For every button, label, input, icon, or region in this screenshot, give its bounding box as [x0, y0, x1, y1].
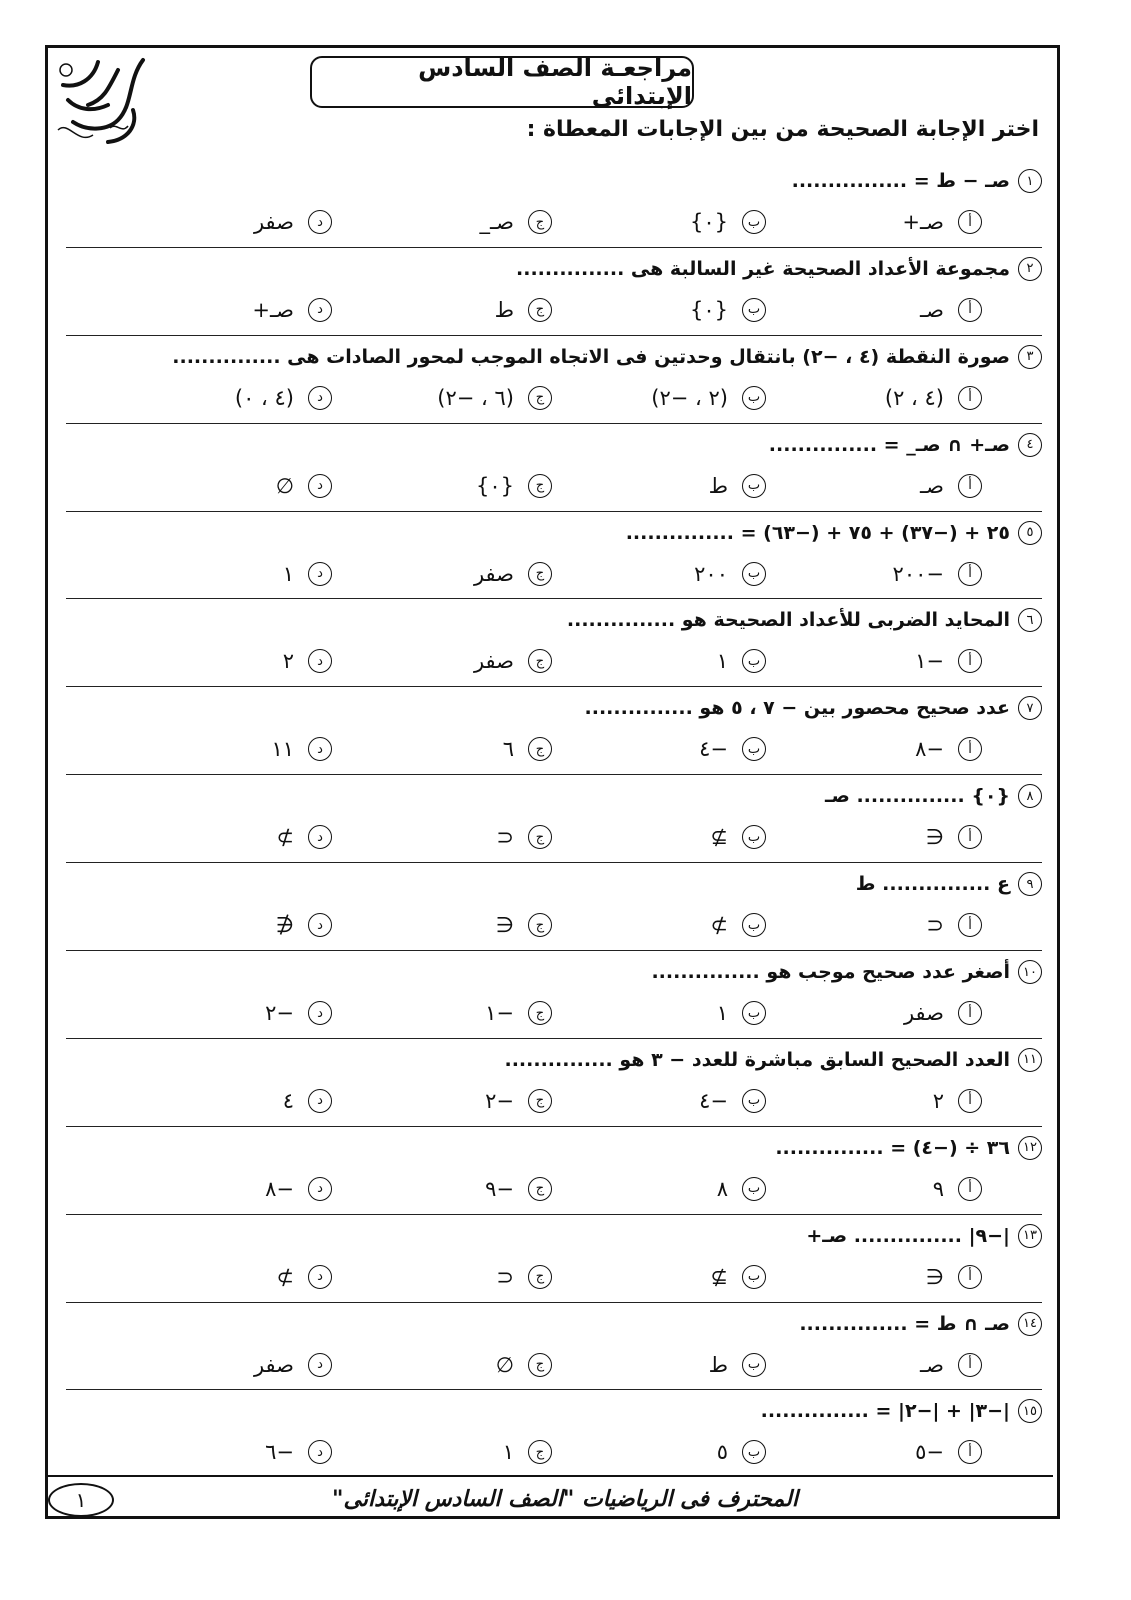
choice-text: صـ_ [479, 210, 514, 234]
question-number: ١١ [1018, 1048, 1042, 1072]
choice-letter: أ [958, 474, 982, 498]
choice-d[interactable] [132, 1347, 332, 1383]
choice-c[interactable] [352, 1083, 552, 1119]
choice-letter: ج [528, 913, 552, 937]
choice-text: ١ [716, 1001, 728, 1026]
choice-b[interactable] [566, 643, 766, 679]
choice-d[interactable] [132, 819, 332, 855]
page-number: ١ [48, 1483, 114, 1517]
choice-text: ١١ [271, 737, 294, 762]
question-text: ٢٥ + (−٣٧) + ٧٥ + (−٦٣) = ............... [625, 521, 1010, 544]
choice-a[interactable] [782, 380, 982, 416]
choice-letter: ب [742, 1353, 766, 1377]
choice-letter: ج [528, 649, 552, 673]
choice-b[interactable] [566, 819, 766, 855]
choice-text: −٤ [699, 737, 728, 762]
choice-text: صـ+ [252, 297, 294, 322]
choice-text: صفر [473, 649, 514, 674]
choice-a[interactable] [782, 292, 982, 328]
choice-c[interactable] [352, 643, 552, 679]
choice-text: −٨ [265, 1176, 294, 1201]
choice-c[interactable] [352, 1434, 552, 1470]
choice-text: −١ [485, 1001, 514, 1026]
choice-text: صفر [253, 1352, 294, 1377]
choice-d[interactable] [132, 1434, 332, 1470]
choice-letter: ب [742, 1177, 766, 1201]
question-text: مجموعة الأعداد الصحيحة غير السالبة هى ............... [516, 257, 1010, 280]
choice-d[interactable] [132, 1083, 332, 1119]
choice-b[interactable] [566, 1259, 766, 1295]
choice-d[interactable] [132, 995, 332, 1031]
choice-b[interactable] [566, 380, 766, 416]
choice-d[interactable] [132, 204, 332, 240]
choice-text: ∅ [495, 1352, 514, 1377]
choice-letter: أ [958, 1089, 982, 1113]
question-1 [66, 160, 1042, 248]
choice-c[interactable] [352, 995, 552, 1031]
choice-letter: ج [528, 825, 552, 849]
choice-c[interactable] [352, 556, 552, 592]
choice-text: (٦ ، −٢) [437, 385, 514, 410]
choice-text: (٤ ، ٢) [884, 385, 944, 410]
choice-letter: ب [742, 386, 766, 410]
choice-text: ∅ [275, 473, 294, 498]
choice-text: ط [708, 1352, 728, 1377]
choice-letter: ب [742, 474, 766, 498]
question-text: |−٩| ............... صـ+ [806, 1224, 1010, 1247]
choice-letter: د [308, 1001, 332, 1025]
choice-text: ٥ [716, 1440, 728, 1465]
footer-text: المحترف فى الرياضيات "الصف السادس الإبتدائى" [332, 1486, 798, 1512]
choice-letter: د [308, 210, 332, 234]
choice-b[interactable] [566, 468, 766, 504]
choice-text: −٤ [699, 1088, 728, 1113]
choice-text: ∉ [275, 913, 294, 938]
question-text: صـ − ط = ................ [791, 170, 1010, 192]
choice-b[interactable] [566, 1434, 766, 1470]
question-2 [66, 248, 1042, 336]
choice-text: −٢ [265, 1001, 294, 1026]
choice-c[interactable] [352, 468, 552, 504]
choice-c[interactable] [352, 1347, 552, 1383]
choice-a[interactable] [782, 907, 982, 943]
choice-d[interactable] [132, 1259, 332, 1295]
choice-letter: ج [528, 1089, 552, 1113]
almohtaref-logo [48, 50, 158, 150]
question-number: ١٣ [1018, 1224, 1042, 1248]
choice-letter: ج [528, 298, 552, 322]
question-number: ٤ [1018, 433, 1042, 457]
choice-letter: ج [528, 1265, 552, 1289]
choice-b[interactable] [566, 1171, 766, 1207]
choice-letter: ج [528, 210, 552, 234]
choice-c[interactable] [352, 1171, 552, 1207]
choice-letter: أ [958, 1440, 982, 1464]
question-number: ٣ [1018, 345, 1042, 369]
choice-letter: أ [958, 1353, 982, 1377]
choice-d[interactable] [132, 643, 332, 679]
choice-letter: أ [958, 825, 982, 849]
choice-b[interactable] [566, 204, 766, 240]
question-3 [66, 336, 1042, 424]
question-number: ٦ [1018, 608, 1042, 632]
choice-text: ⊅ [276, 1264, 294, 1289]
choice-a[interactable] [782, 731, 982, 767]
choice-text: ⊂ [496, 825, 514, 850]
choice-d[interactable] [132, 380, 332, 416]
choice-text: −٨ [915, 737, 944, 762]
choice-text: −٢٠٠ [892, 561, 944, 586]
choice-b[interactable] [566, 995, 766, 1031]
choice-text: صـ [920, 297, 944, 322]
choice-letter: أ [958, 298, 982, 322]
choice-a[interactable] [782, 204, 982, 240]
choice-letter: د [308, 298, 332, 322]
questions-list [66, 160, 1042, 1478]
choice-text: (٤ ، ٠) [234, 385, 294, 410]
choice-text: −٥ [915, 1440, 944, 1465]
choice-a[interactable] [782, 643, 982, 679]
choice-text: صـ+ [902, 210, 944, 234]
question-7 [66, 687, 1042, 775]
page-title: مراجعـة الصف السادس الإبتدائى [310, 56, 694, 108]
choice-letter: د [308, 1440, 332, 1464]
question-number: ٧ [1018, 696, 1042, 720]
choice-text: ٢ [932, 1088, 944, 1113]
choice-text: صـ [920, 473, 944, 498]
choice-text: صفر [253, 210, 294, 234]
choice-d[interactable] [132, 292, 332, 328]
question-text: صورة النقطة (٤ ، −٢) بانتقال وحدتين فى الاتجاه الموجب لمحور الصادات هى ............... [172, 345, 1010, 368]
choice-c[interactable] [352, 1259, 552, 1295]
choice-text: −١ [915, 649, 944, 674]
choice-letter: د [308, 825, 332, 849]
choice-b[interactable] [566, 907, 766, 943]
choice-a[interactable] [782, 1347, 982, 1383]
choice-letter: د [308, 1353, 332, 1377]
choice-text: ⊂ [496, 1264, 514, 1289]
choice-letter: ب [742, 1440, 766, 1464]
choice-letter: ب [742, 825, 766, 849]
choice-text: −٦ [265, 1440, 294, 1465]
choice-letter: أ [958, 386, 982, 410]
question-text: صـ ∩ ط = ............... [799, 1312, 1010, 1335]
choice-letter: ب [742, 737, 766, 761]
choice-text: ١ [282, 561, 294, 586]
question-text: ٣٦ ÷ (−٤) = ............... [775, 1136, 1010, 1159]
choice-text: ١ [716, 649, 728, 674]
choice-letter: د [308, 737, 332, 761]
question-number: ١٤ [1018, 1312, 1042, 1336]
choice-a[interactable] [782, 556, 982, 592]
choice-text: ⊂ [926, 913, 944, 938]
choice-c[interactable] [352, 819, 552, 855]
question-number: ١٢ [1018, 1136, 1042, 1160]
choice-text: −٩ [485, 1176, 514, 1201]
choice-text: ⊅ [276, 825, 294, 850]
choice-text: {٠} [475, 473, 514, 498]
choice-a[interactable] [782, 1171, 982, 1207]
question-text: {٠} ............... صـ [824, 785, 1010, 808]
question-text: أصغر عدد صحيح موجب هو ............... [651, 961, 1010, 984]
choice-a[interactable] [782, 819, 982, 855]
choice-letter: ب [742, 298, 766, 322]
choice-letter: ج [528, 386, 552, 410]
choice-text: ⊉ [710, 1264, 728, 1289]
question-text: عدد صحيح محصور بين − ٧ ، ٥ هو ............... [584, 697, 1010, 720]
question-number: ١٥ [1018, 1399, 1042, 1423]
choice-letter: ب [742, 1001, 766, 1025]
choice-text: ٩ [932, 1176, 944, 1201]
choice-b[interactable] [566, 556, 766, 592]
choice-text: ∈ [925, 825, 944, 850]
question-6 [66, 599, 1042, 687]
choice-letter: أ [958, 1265, 982, 1289]
choice-letter: ب [742, 210, 766, 234]
question-number: ٥ [1018, 521, 1042, 545]
question-number: ١٠ [1018, 960, 1042, 984]
choice-d[interactable] [132, 731, 332, 767]
choice-text: ⊅ [710, 913, 728, 938]
choice-letter: ب [742, 649, 766, 673]
choice-letter: ج [528, 562, 552, 586]
question-8 [66, 775, 1042, 863]
question-text: |−٣| + |−٢| = ............... [760, 1400, 1010, 1423]
choice-b[interactable] [566, 1347, 766, 1383]
question-number: ٢ [1018, 257, 1042, 281]
choice-c[interactable] [352, 731, 552, 767]
choice-d[interactable] [132, 1171, 332, 1207]
question-15 [66, 1390, 1042, 1478]
choice-letter: د [308, 649, 332, 673]
choice-letter: أ [958, 1177, 982, 1201]
instruction-text: اختر الإجابة الصحيحة من بين الإجابات المعطاة : [526, 117, 1039, 142]
choice-d[interactable] [132, 468, 332, 504]
choice-text: صفر [473, 561, 514, 586]
choice-text: صفر [903, 1001, 944, 1026]
choice-letter: ج [528, 1440, 552, 1464]
choice-text: ∈ [925, 1264, 944, 1289]
choice-text: ٢٠٠ [694, 561, 728, 586]
question-number: ١ [1018, 169, 1042, 193]
choice-text: ١ [502, 1440, 514, 1465]
choice-letter: د [308, 1265, 332, 1289]
choice-letter: ج [528, 474, 552, 498]
choice-letter: ج [528, 1353, 552, 1377]
choice-a[interactable] [782, 995, 982, 1031]
choice-text: ٦ [502, 737, 514, 762]
choice-letter: ج [528, 1177, 552, 1201]
choice-c[interactable] [352, 380, 552, 416]
footer-divider [48, 1475, 1053, 1477]
question-text: المحايد الضربى للأعداد الصحيحة هو ............... [566, 609, 1010, 632]
choice-c[interactable] [352, 204, 552, 240]
choice-letter: أ [958, 737, 982, 761]
choice-letter: أ [958, 913, 982, 937]
choice-letter: ج [528, 737, 552, 761]
choice-letter: د [308, 386, 332, 410]
choice-text: ∈ [495, 913, 514, 938]
question-number: ٩ [1018, 872, 1042, 896]
choice-text: −٢ [485, 1088, 514, 1113]
choice-letter: ب [742, 913, 766, 937]
choice-d[interactable] [132, 556, 332, 592]
question-12 [66, 1127, 1042, 1215]
choice-text: ط [494, 297, 514, 322]
choice-letter: د [308, 562, 332, 586]
question-text: ع ............... ط [855, 873, 1010, 896]
choice-a[interactable] [782, 1434, 982, 1470]
choice-c[interactable] [352, 292, 552, 328]
choice-text: ط [708, 473, 728, 498]
choice-text: ٢ [282, 649, 294, 674]
choice-text: صـ [920, 1352, 944, 1377]
choice-d[interactable] [132, 907, 332, 943]
choice-text: ٨ [716, 1176, 728, 1201]
choice-letter: د [308, 913, 332, 937]
choice-text: {٠} [689, 297, 728, 322]
choice-letter: ب [742, 1089, 766, 1113]
choice-letter: د [308, 1177, 332, 1201]
choice-text: ٤ [282, 1088, 294, 1113]
question-10 [66, 951, 1042, 1039]
question-11 [66, 1039, 1042, 1127]
choice-letter: د [308, 1089, 332, 1113]
question-number: ٨ [1018, 784, 1042, 808]
choice-b[interactable] [566, 731, 766, 767]
choice-text: ⊉ [710, 825, 728, 850]
question-4 [66, 424, 1042, 512]
question-9 [66, 863, 1042, 951]
choice-letter: ب [742, 1265, 766, 1289]
question-text: العدد الصحيح السابق مباشرة للعدد − ٣ هو ............... [504, 1048, 1010, 1071]
choice-letter: ج [528, 1001, 552, 1025]
choice-letter: د [308, 474, 332, 498]
choice-b[interactable] [566, 292, 766, 328]
choice-letter: أ [958, 562, 982, 586]
choice-letter: ب [742, 562, 766, 586]
question-13 [66, 1215, 1042, 1303]
choice-text: (٢ ، −٢) [651, 385, 728, 410]
choice-a[interactable] [782, 1083, 982, 1119]
choice-letter: أ [958, 1001, 982, 1025]
question-5 [66, 512, 1042, 600]
choice-text: {٠} [689, 210, 728, 234]
choice-c[interactable] [352, 907, 552, 943]
choice-a[interactable] [782, 1259, 982, 1295]
choice-letter: أ [958, 649, 982, 673]
question-14 [66, 1303, 1042, 1391]
choice-a[interactable] [782, 468, 982, 504]
choice-b[interactable] [566, 1083, 766, 1119]
question-text: صـ+ ∩ صـ_ = ............... [768, 433, 1010, 456]
choice-letter: أ [958, 210, 982, 234]
